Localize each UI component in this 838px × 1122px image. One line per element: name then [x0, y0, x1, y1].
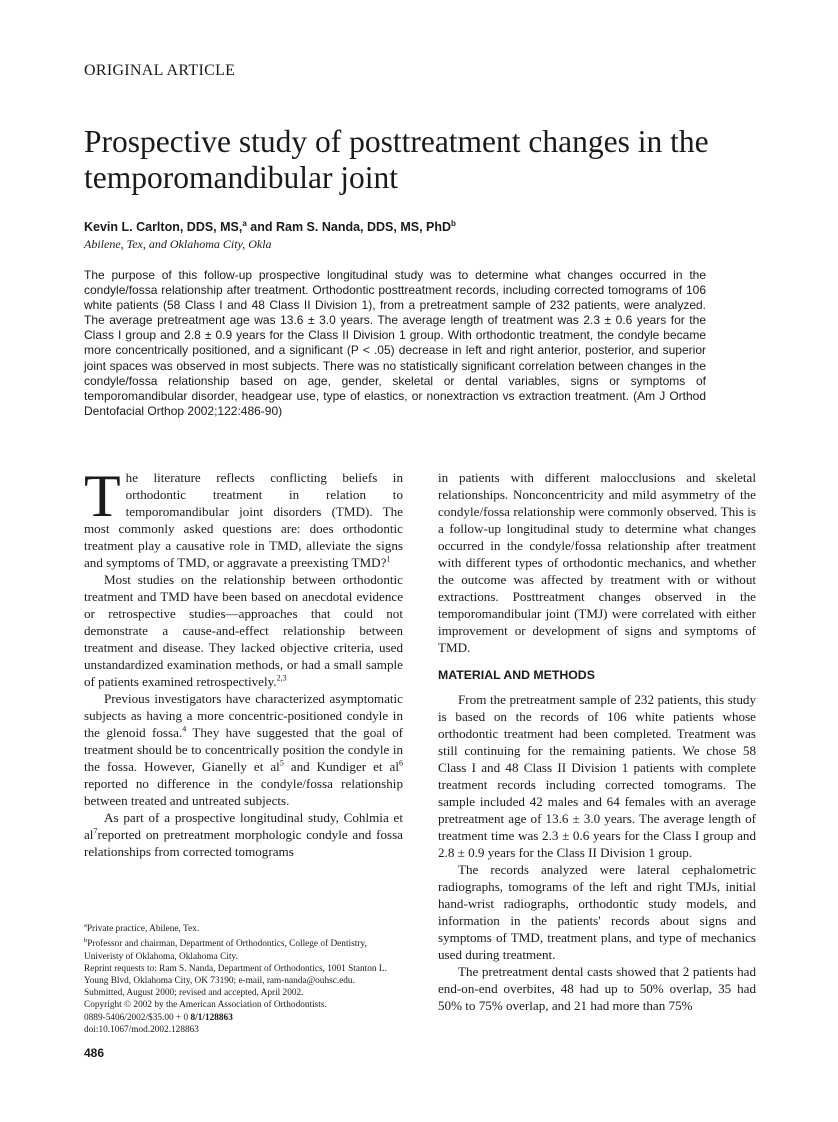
footnote-mark: a	[84, 922, 87, 929]
paragraph: in patients with different malocclusions and skeletal relationships. Nonconcentricity and mild asymmetry of the condyle/fossa relationship were commonly observed. This is a follow-up longitudinal study to determine what changes occurred in the condyle/fossa relationship after treatment with different types of orthodontic mechanics, and whether the outcome was affected by treatment with or without extractions. Posttreatment changes observed in the temporomandibular joint (TMJ) were correlated with either improvement or development of signs and symptoms of TMD.	[438, 470, 756, 655]
citation-ref: 7	[93, 826, 98, 836]
author-connector: and	[246, 220, 276, 235]
abstract: The purpose of this follow-up prospective longitudinal study was to determine what changes occurred in the condyle/fossa relationship after treatment. Orthodontic posttreatment records, including corrected tomograms of 106 white patients (58 Class I and 48 Class II Division 1), from a pretreatment sample of 232 patients, were analyzed. The average pretreatment age was 13.6 ± 3.0 years. The average length of treatment was 2.3 ± 0.6 years for the Class I group and 2.8 ± 0.9 years for the Class II Division 1 group. With orthodontic treatment, the condyle became more concentrically positioned, and a significant (P < .05) decrease in left and right anterior, posterior, and superior joint spaces was observed in most subjects. There was no statistically significant correlation between changes in the condyle/fossa relationship based on age, gender, skeletal or dental variables, signs or symptoms of temporomandibular disorder, headgear use, type of elastics, or nonextraction vs extraction treatment. (Am J Orthod Dentofacial Orthop 2002;122:486-90)	[84, 268, 706, 418]
author-line	[84, 219, 456, 234]
citation-ref: 1	[386, 554, 391, 564]
footnotes	[84, 920, 406, 1036]
footnote-text: Professor and chairman, Department of Orthodontics, College of Dentistry, Univeristy of Oklahoma, Oklahoma City.	[84, 939, 367, 962]
footnote-b	[84, 935, 406, 963]
paragraph-text: reported on pretreatment morphologic condyle and fossa relationships from corrected tomograms	[84, 827, 403, 859]
footnote-mark: b	[84, 937, 88, 945]
paragraph-text: They have suggested that the goal of treatment should be to concentrically position the condyle in the fossa. However, Gianelly et al	[84, 725, 403, 774]
page-number: 486	[84, 1046, 105, 1060]
author-2: Ram S. Nanda, DDS, MS, PhD	[275, 220, 452, 235]
footnote-text: Private practice, Abilene, Tex.	[86, 924, 200, 935]
issn-line	[84, 1012, 406, 1024]
footnote-a	[84, 920, 406, 935]
left-column	[84, 463, 403, 860]
paragraph: The pretreatment dental casts showed that 2 patients had end-on-end overbites, 48 had up to 50% overlap, 35 had 50% to 75% overlap, and 21 had more than 75%	[438, 964, 756, 1013]
paragraph	[84, 463, 403, 571]
citation-ref: 5	[279, 758, 284, 768]
paragraph	[84, 690, 403, 809]
paragraph	[84, 809, 403, 860]
section-label: ORIGINAL ARTICLE	[84, 62, 236, 79]
citation-ref: 2,3	[276, 673, 287, 683]
reprint-requests: Reprint requests to: Ram S. Nanda, Department of Orthodontics, 1001 Stanton L. Young Blvd, Oklahoma City, OK 73190; e-mail, ram-nanda@ouhsc.edu.	[84, 963, 387, 986]
author-2-affiliation-mark: b	[451, 219, 456, 228]
doi-line: doi:10.1067/mod.2002.128863	[84, 1024, 199, 1035]
article-title: Prospective study of posttreatment changes in the temporomandibular joint	[84, 124, 709, 195]
paragraph	[84, 571, 403, 690]
paragraph-text: and Kundiger et al	[283, 759, 399, 774]
citation-ref: 4	[182, 724, 187, 734]
issn-text: 0889-5406/2002/$35.00 + 0	[84, 1012, 191, 1023]
paragraph-text: he literature reflects conflicting beliefs in orthodontic treatment in relation to temporomandibular joint disorders (TMD). The most commonly asked questions are: does orthodontic treatment play a causative role in TMD, alleviate the signs and symptoms of TMD, or aggravate a preexisting TMD?	[84, 470, 403, 570]
author-affiliation: Abilene, Tex, and Oklahoma City, Okla	[84, 237, 272, 251]
issn-code: 8/1/128863	[190, 1012, 233, 1023]
paragraph-text: Previous investigators have characterized asymptomatic subjects as having a more concentric-positioned condyle in the glenoid fossa.	[84, 691, 403, 740]
section-heading: MATERIAL AND METHODS	[438, 668, 595, 682]
author-1: Kevin L. Carlton, DDS, MS,	[84, 220, 243, 235]
copyright-line: Copyright © 2002 by the American Association of Orthodontists.	[84, 1000, 327, 1011]
author-1-affiliation-mark: a	[242, 219, 247, 228]
paragraph-text: Most studies on the relationship between orthodontic treatment and TMD have been based on anecdotal evidence or retrospective studies—approaches that could not demonstrate a cause-and-effect relationship between treatment and disease. They lacked objective criteria, used unstandardized examination methods, or had a small sample of patients examined retrospectively.	[84, 572, 403, 689]
citation-ref: 6	[399, 758, 403, 768]
paragraph-text: As part of a prospective longitudinal study, Cohlmia et al	[84, 810, 403, 842]
paragraph-text: reported no difference in the condyle/fossa relationship between treated and untreated subjects.	[84, 776, 403, 808]
paragraph: From the pretreatment sample of 232 patients, this study is based on the records of 106 white patients whose orthodontic treatment had been completed. Treatment was still continuing for the remaining patients. We chose 58 Class I and 48 Class II Division 1 patients with complete treatment records including corrected tomograms. The sample included 42 males and 64 females with an average pretreatment age of 13.6 ± 3.0 years. The average length of treatment time was 2.3 ± 0.6 years for the Class I group and 2.8 ± 0.9 years for the Class II Division 1 group.	[438, 692, 756, 860]
right-column	[438, 469, 756, 1014]
submission-dates: Submitted, August 2000; revised and accepted, April 2002.	[84, 988, 304, 999]
drop-cap: T	[84, 463, 121, 529]
paragraph: The records analyzed were lateral cephalometric radiographs, tomograms of the left and right TMJs, initial hand-wrist radiographs, orthodontic study models, and information in the patients' records about signs and symptoms of TMD, treatment plans, and type of mechanics used during treatment.	[438, 862, 756, 962]
